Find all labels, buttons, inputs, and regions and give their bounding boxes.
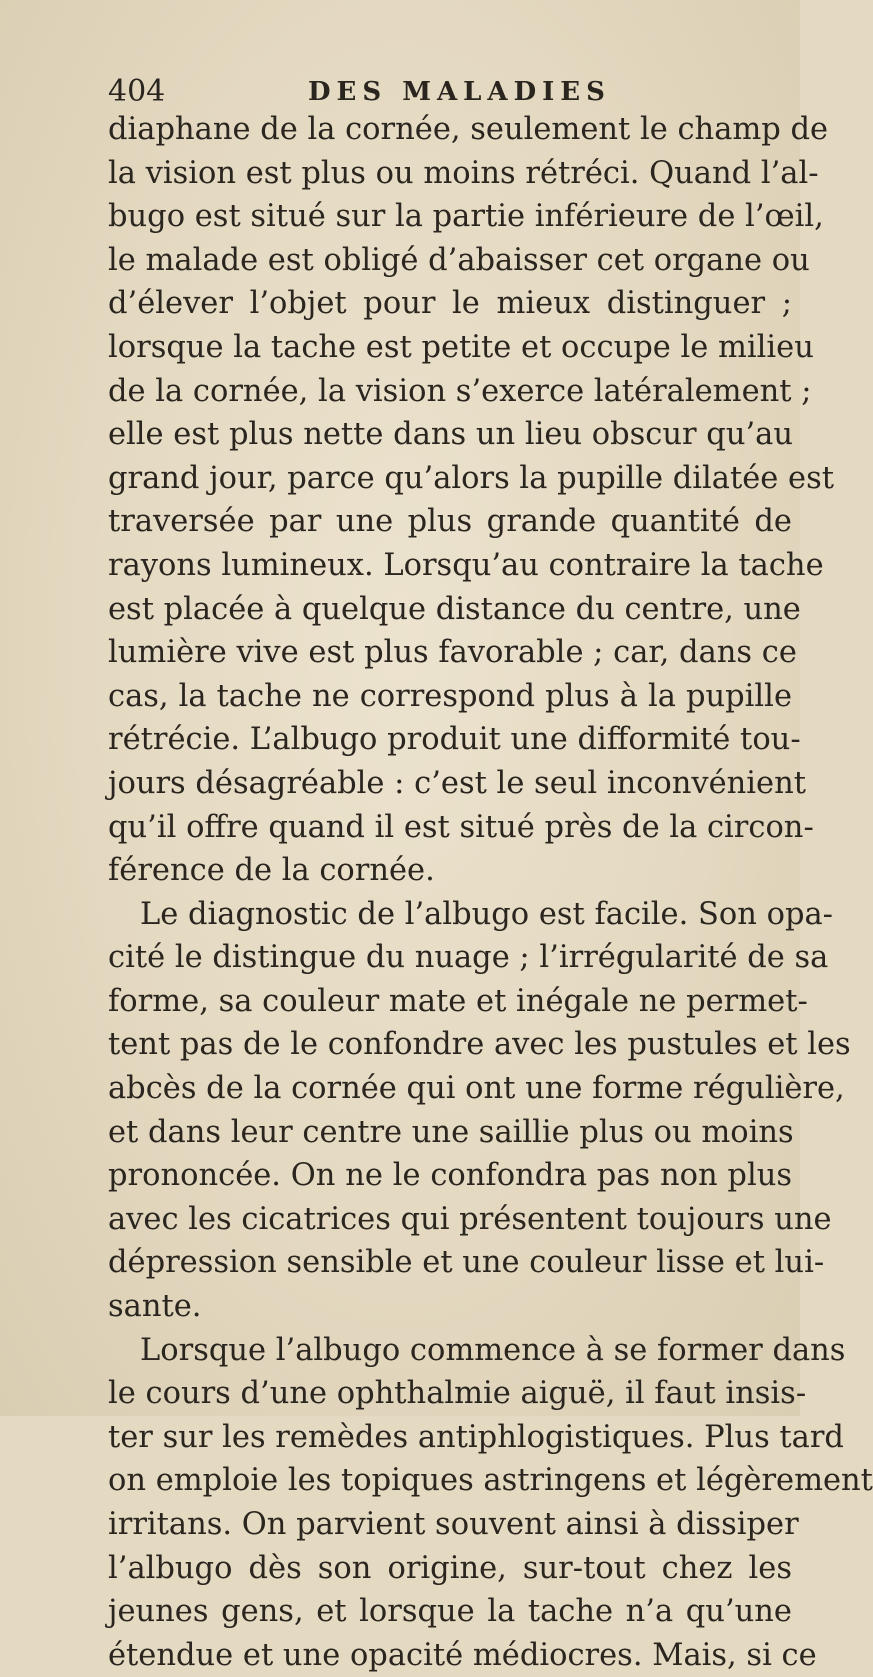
- text-line: prononcée. On ne le confondra pas non plus: [108, 1158, 792, 1194]
- text-line: traversée par une plus grande quantité de: [108, 504, 792, 540]
- text-line: on emploie les topiques astringens et légèrement: [108, 1463, 873, 1499]
- text-line: avec les cicatrices qui présentent toujours une: [108, 1201, 832, 1237]
- text-line: abcès de la cornée qui ont une forme régulière,: [108, 1071, 845, 1107]
- text-line: de la cornée, la vision s’exerce latéralement ;: [108, 373, 812, 409]
- text-line: qu’il offre quand il est situé près de la circon-: [108, 809, 814, 845]
- text-line: jours désagréable : c’est le seul inconvénient: [108, 765, 806, 801]
- page-header: [108, 72, 800, 112]
- text-line: sante.: [108, 1289, 202, 1325]
- text-line: le malade est obligé d’abaisser cet organe ou: [108, 242, 810, 278]
- text-line: et dans leur centre une saillie plus ou moins: [108, 1114, 794, 1150]
- body-text: [108, 108, 873, 1677]
- running-head: DES MALADIES: [308, 77, 611, 107]
- text-line: cas, la tache ne correspond plus à la pupille: [108, 678, 792, 714]
- text-line: cité le distingue du nuage ; l’irrégularité de sa: [108, 940, 829, 976]
- text-line: forme, sa couleur mate et inégale ne permet-: [108, 983, 808, 1019]
- text-line: d’élever l’objet pour le mieux distinguer ;: [108, 286, 792, 322]
- text-line: le cours d’une ophthalmie aiguë, il faut insis-: [108, 1376, 807, 1412]
- text-line: la vision est plus ou moins rétréci. Quand l’al-: [108, 155, 819, 191]
- text-line: l’albugo dès son origine, sur-tout chez les: [108, 1550, 792, 1586]
- page-number: 404: [108, 74, 166, 109]
- text-line: tent pas de le confondre avec les pustules et les: [108, 1027, 851, 1063]
- text-line: lorsque la tache est petite et occupe le milieu: [108, 329, 814, 365]
- text-line: diaphane de la cornée, seulement le champ de: [108, 112, 829, 147]
- text-line: rétrécie. L’albugo produit une difformité tou-: [108, 722, 801, 758]
- text-line: ter sur les remèdes antiphlogistiques. Plus tard: [108, 1419, 844, 1455]
- paragraph: [108, 108, 834, 893]
- text-line: est placée à quelque distance du centre, une: [108, 591, 801, 627]
- text-line: grand jour, parce qu’alors la pupille dilatée est: [108, 460, 834, 496]
- text-line: elle est plus nette dans un lieu obscur qu’au: [108, 417, 793, 453]
- text-line: dépression sensible et une couleur lisse et lui-: [108, 1245, 825, 1281]
- text-line: lumière vive est plus favorable ; car, dans ce: [108, 635, 797, 671]
- text-line: rayons lumineux. Lorsqu’au contraire la tache: [108, 547, 824, 583]
- text-line: irritans. On parvient souvent ainsi à dissiper: [108, 1507, 799, 1542]
- text-line: Le diagnostic de l’albugo est facile. Son opa-: [140, 896, 833, 932]
- text-line: Lorsque l’albugo commence à se former dans: [140, 1332, 846, 1368]
- paragraph: [108, 893, 851, 1329]
- paragraph: [108, 1329, 873, 1677]
- text-line: jeunes gens, et lorsque la tache n’a qu’une: [108, 1594, 792, 1630]
- text-line: férence de la cornée.: [108, 853, 435, 889]
- text-line: étendue et une opacité médiocres. Mais, si ce: [108, 1637, 817, 1673]
- text-line: bugo est situé sur la partie inférieure de l’œil,: [108, 199, 824, 235]
